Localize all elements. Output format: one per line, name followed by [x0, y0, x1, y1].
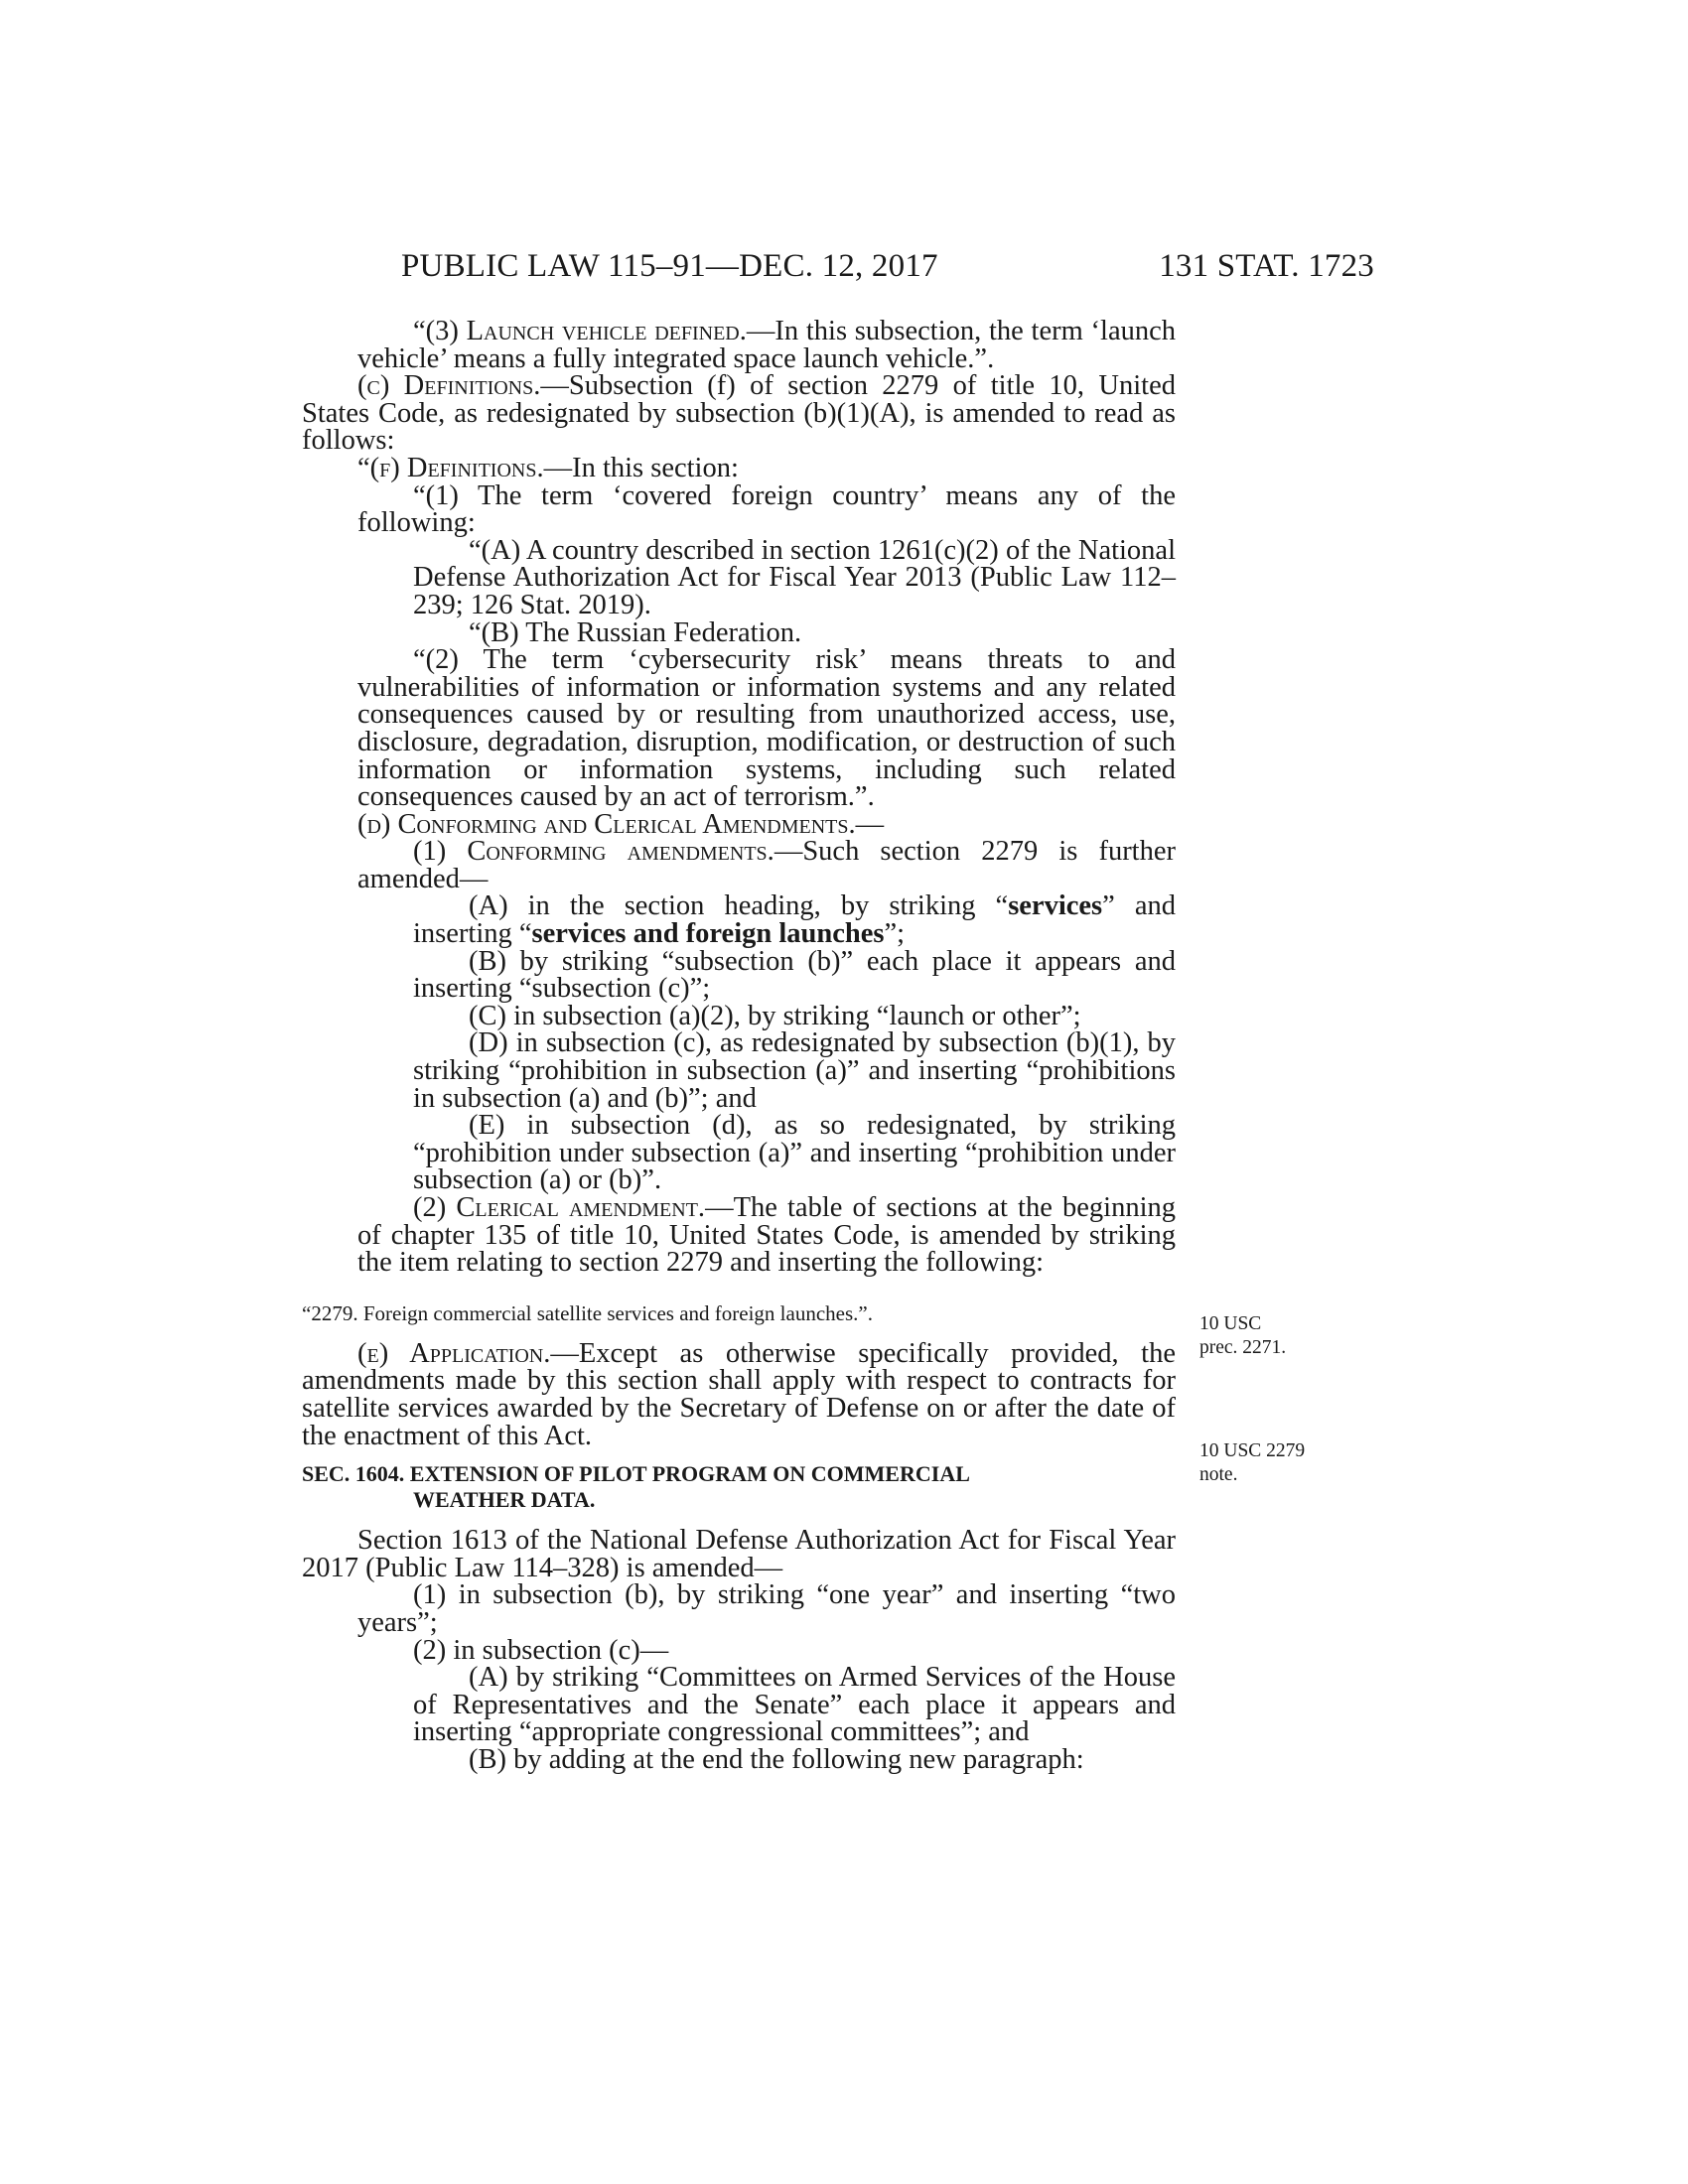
section-title: EXTENSION OF PILOT PROGRAM ON COMMERCIAL — [409, 1461, 970, 1487]
paragraph-russian-federation: “(B) The Russian Federation. — [469, 616, 802, 648]
paragraph-amendment-c: (C) in subsection (a)(2), by striking “launch or other”; — [469, 1000, 1081, 1031]
paragraph-definitions-f: “(f) Definitions.—In this section: — [357, 452, 739, 483]
paragraph-new-paragraph: (B) by adding at the end the following new paragraph: — [469, 1743, 1084, 1775]
paragraph-conforming-amendments: (1) Conforming amendments.—Such section 2279 is further amended— — [357, 836, 1176, 894]
paragraph-application: (e) Application.—Except as otherwise specifically provided, the amendments made by this section shall apply with respect to contracts for satellite services awarded by the Secretary of Defense on or after the date of the enactment of this Act. — [302, 1337, 1176, 1451]
document-body — [302, 318, 1176, 1774]
section-title-continued: WEATHER DATA. — [413, 1487, 596, 1513]
law-citation: PUBLIC LAW 115–91—DEC. 12, 2017 — [401, 248, 938, 284]
margin-note-usc-2279: 10 USC 2279 note. — [1199, 1440, 1306, 1485]
paragraph-amendment-b: (B) by striking “subsection (b)” each place it appears and inserting “subsection (c)”; — [413, 945, 1176, 1005]
table-of-sections-item: “2279. Foreign commercial satellite services and foreign launches.”. — [302, 1300, 873, 1325]
paragraph-amendment-a: (A) in the section heading, by striking “services” and inserting “services and foreign launches”; — [413, 890, 1176, 950]
paragraph-conforming-clerical: (d) Conforming and Clerical Amendments.— — [357, 808, 885, 840]
paragraph-covered-foreign-country: “(1) The term ‘covered foreign country’ means any of the following: — [357, 479, 1176, 539]
paragraph-clerical-amendment: (2) Clerical amendment.—The table of sections at the beginning of chapter 135 of title 10, United States Code, is amended by striking the item relating to section 2279 and inserting the following: — [357, 1192, 1176, 1279]
section-heading — [302, 1461, 1176, 1513]
paragraph-country-described: “(A) A country described in section 1261(c)(2) of the National Defense Authorization Act for Fiscal Year 2013 (Public Law 112–239; 126 Stat. 2019). — [413, 534, 1176, 620]
paragraph-section-1613: Section 1613 of the National Defense Authorization Act for Fiscal Year 2017 (Public Law 114–328) is amended— — [302, 1525, 1176, 1583]
paragraph-amendment-e: (E) in subsection (d), as so redesignated, by striking “prohibition under subsection (a)” and inserting “prohibition under subsection (a) or (b)”. — [413, 1110, 1176, 1196]
paragraph-committees: (A) by striking “Committees on Armed Services of the House of Representatives and the Senate” each place it appears and inserting “appropriate congressional committees”; and — [413, 1662, 1176, 1748]
paragraph-cybersecurity-risk: “(2) The term ‘cybersecurity risk’ means threats to and vulnerabilities of information or information systems and any related consequences caused by or resulting from unauthorized access, use, disclosure, degradation, disruption, modification, or destruction of such information or information systems, including such related consequences caused by an act of terrorism.”. — [357, 644, 1176, 813]
paragraph-subsection-b: (1) in subsection (b), by striking “one year” and inserting “two years”; — [357, 1579, 1176, 1638]
paragraph-subsection-c: (2) in subsection (c)— — [413, 1634, 669, 1666]
paragraph-amendment-d: (D) in subsection (c), as redesignated by subsection (b)(1), by striking “prohibition in subsection (a)” and inserting “prohibitions in subsection (a) and (b)”; and — [413, 1027, 1176, 1114]
paragraph-definitions-c: (c) Definitions.—Subsection (f) of section 2279 of title 10, United States Code, as redesignated by subsection (b)(1)(A), is amended to read as follows: — [302, 370, 1176, 457]
margin-note-usc-prec: 10 USC prec. 2271. — [1199, 1313, 1287, 1358]
running-header — [401, 248, 1374, 288]
section-number: SEC. 1604. — [302, 1461, 405, 1487]
paragraph-launch-vehicle-defined: “(3) Launch vehicle defined.—In this subsection, the term ‘launch vehicle’ means a fully integrated space launch vehicle.”. — [357, 316, 1176, 374]
statute-page-number: 131 STAT. 1723 — [1159, 248, 1374, 284]
